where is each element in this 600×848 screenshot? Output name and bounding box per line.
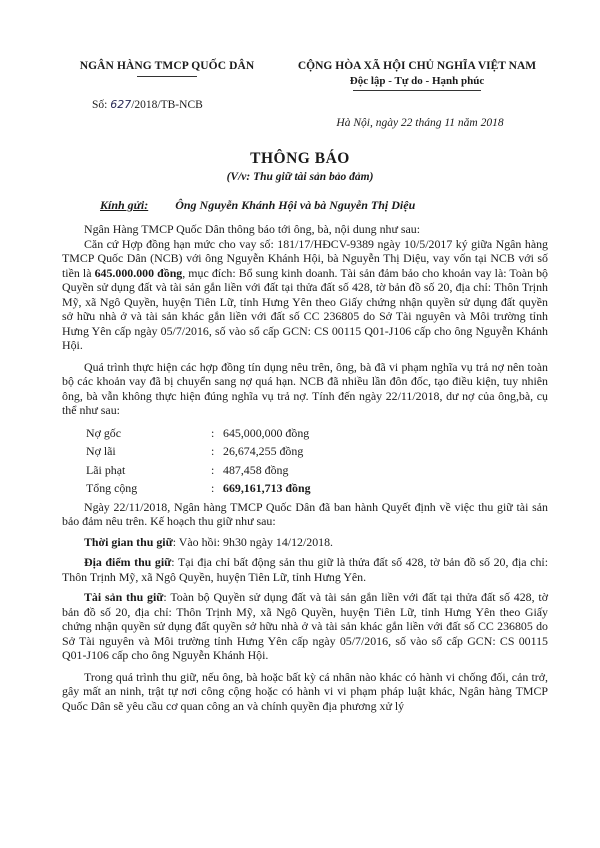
doc-no-handwritten: 627 (110, 98, 132, 111)
decision-paragraph: Ngày 22/11/2018, Ngân hàng TMCP Quốc Dân đã ban hành Quyết định về việc thu giữ tài sản bảo đảm nêu trên. Kế hoạch thu giữ như sau: (62, 499, 548, 528)
debt-label: Nợ gốc (86, 425, 122, 440)
national-motto: Độc lập - Tự do - Hạnh phúc (349, 75, 485, 87)
seizure-time (62, 535, 548, 550)
debt-sep: : (211, 444, 215, 458)
debt-sep: : (211, 425, 215, 440)
debt-row (86, 442, 396, 461)
document-body (62, 222, 548, 713)
national-header (282, 60, 552, 91)
intro-paragraph: Ngân Hàng TMCP Quốc Dân thông báo tới ông, bà, nội dung như sau: (84, 222, 421, 236)
loan-amount: 645.000.000 đồng (94, 265, 183, 280)
doc-no-suffix: /2018/TB-NCB (131, 99, 203, 111)
debt-label: Tổng cộng (86, 481, 138, 495)
warning-paragraph: Trong quá trình thu giữ, nếu ông, bà hoặc bất kỳ cá nhân nào khác có hành vi chống đối, cản trở, gây mất an ninh, trật tự nơi công cộng hoặc có hành vi vi phạm pháp luật khác, Ngân hàng TMCP Quốc Dân sẽ yêu cầu cơ quan công an và chính quyền địa phương xử lý (62, 669, 548, 713)
document-title: THÔNG BÁO (250, 150, 350, 167)
doc-no-prefix: Số: (92, 99, 108, 111)
debt-total-value: 669,161,713 đồng (223, 481, 311, 495)
motto-rule (353, 90, 481, 91)
seizure-asset (62, 590, 548, 663)
debt-value: 645,000,000 đồng (223, 425, 310, 440)
debt-value: 487,458 đồng (223, 462, 289, 477)
seizure-asset-label: Tài sản thu giữ (84, 590, 164, 604)
debt-row (86, 424, 396, 443)
debt-table (86, 424, 396, 498)
seizure-place-label: Địa điểm thu giữ (84, 555, 172, 569)
document-subtitle: (V/v: Thu giữ tài sản bảo đảm) (226, 171, 374, 183)
seizure-asset-value: : Toàn bộ Quyền sử dụng đất và tài sản gắn liền với đất tại thửa đất số 428, tờ bản đồ số 20, địa chỉ: Thôn Trịnh Mỹ, xã Ngô Quyền, huyện Tiên Lữ, tỉnh Hưng Yên theo Giấy chứng nhận quyền sử dụng đất quyền sở hữu nhà ở và tài sản khác gắn liền với đất số CC 236805 do Sở Tài nguyên và Môi trường tỉnh Hưng Yên cấp ngày 05/7/2016, số vào sổ cấp GCN: CS 00115 Q01-J106 cấp cho ông Nguyễn Khánh Hội. (62, 590, 548, 662)
debt-label: Lãi phạt (86, 462, 126, 477)
breach-paragraph: Quá trình thực hiện các hợp đồng tín dụng nêu trên, ông, bà đã vi phạm nghĩa vụ trả nợ nên toàn bộ các khoản vay đã bị chuyển sang nợ quá hạn. NCB đã nhiều lần đôn đốc, tạo điều kiện, tuy nhiên ông, bà vẫn không thực hiện đúng nghĩa vụ trả nợ. Tính đến ngày 22/11/2018, dư nợ của ông,bà, cụ thể như sau: (62, 359, 548, 417)
seizure-time-value: : Vào hồi: 9h30 ngày 14/12/2018. (172, 534, 334, 549)
issuer-header (62, 60, 272, 77)
document-number (92, 98, 203, 111)
place-date: Hà Nội, ngày 22 tháng 11 năm 2018 (336, 117, 504, 129)
debt-total-row (86, 479, 396, 498)
recipient-line (100, 198, 415, 213)
country-name: CỘNG HÒA XÃ HỘI CHỦ NGHĨA VIỆT NAM (297, 60, 537, 72)
debt-label: Nợ lãi (86, 444, 116, 458)
contract-text-a: Căn cứ Hợp đồng hạn mức cho vay số: 181/17/HĐCV-9389 ngày 10/5/2017 ký giữa Ngân hàng TMCP Quốc Dân (NCB) với ông Nguyễn Khánh Hội, bà Nguyễn Thị Diệu, vay vốn tại NCB với số tiền là (62, 236, 548, 280)
debt-value: 26,674,255 đồng (223, 444, 304, 458)
seizure-time-label: Thời gian thu giữ (84, 534, 173, 549)
contract-text-b: , mục đích: Bổ sung kinh doanh. Tài sản đảm bảo cho khoản vay là: Toàn bộ Quyền sử dụng đất và tài sản gắn liền với đất tại thửa đất số 428, tờ bản đồ số 20, địa chỉ: Thôn Trịnh Mỹ, xã Ngô Quyền, huyện Tiên Lữ, tỉnh Hưng Yên theo Giấy chứng nhận quyền sử dụng đất quyền sở hữu nhà ở và tài sản khác gắn liền với đất số CC 236805 do Sở Tài nguyên và Môi trường tỉnh Hưng Yên cấp ngày 05/7/2016, số vào sổ cấp GCN: CS 00115 Q01-J106 cấp cho ông Nguyễn Khánh Hội. (62, 265, 548, 352)
debt-sep: : (211, 481, 215, 495)
debt-sep: : (211, 462, 215, 477)
contract-paragraph (62, 237, 548, 353)
seizure-place (62, 555, 548, 584)
bank-name: NGÂN HÀNG TMCP QUỐC DÂN (79, 60, 255, 72)
recipient-label: Kính gửi: (100, 198, 149, 212)
debt-row (86, 461, 396, 480)
recipient-name: Ông Nguyễn Khánh Hội và bà Nguyễn Thị Diệu (175, 198, 416, 212)
seizure-place-value: : Tại địa chỉ bất động sản thu giữ là thửa đất số 428, tờ bản đồ số 20, địa chỉ: Thôn Trịnh Mỹ, xã Ngô Quyền, huyện Tiên Lữ, tỉnh Hưng Yên. (62, 555, 548, 584)
header-rule (137, 76, 197, 77)
